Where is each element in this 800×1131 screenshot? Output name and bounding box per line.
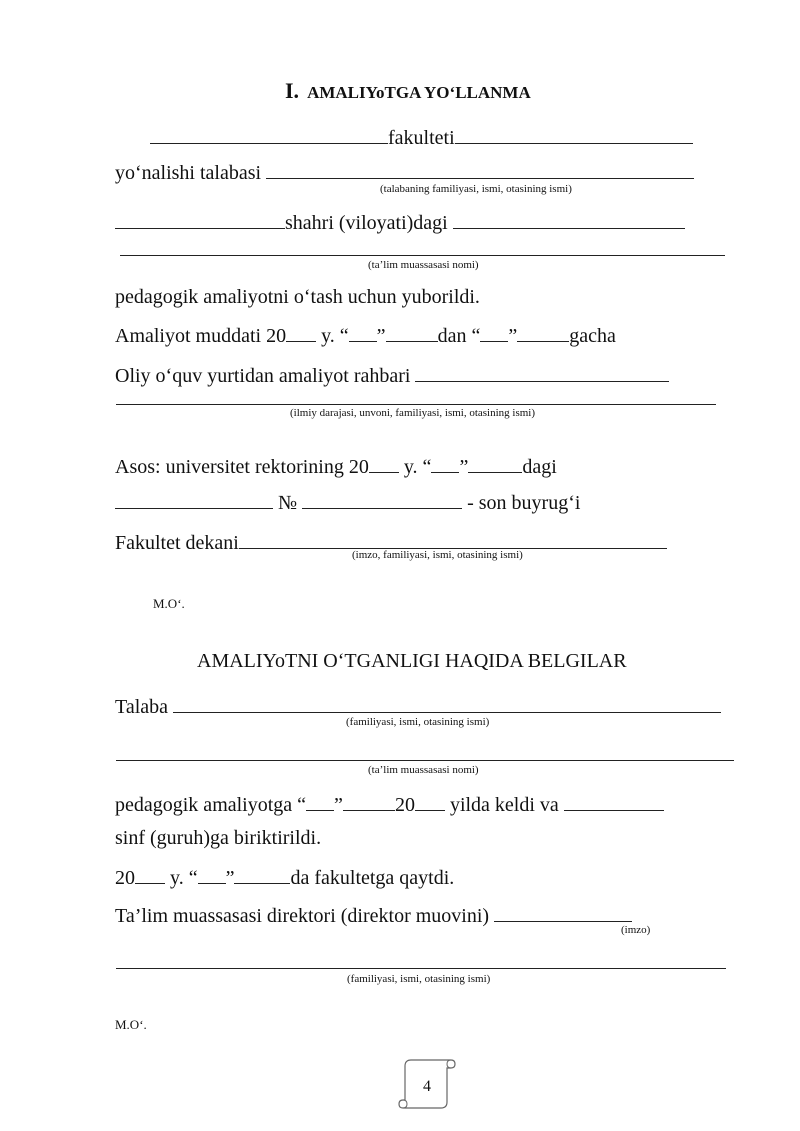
duration-end-day-blank[interactable]	[480, 322, 508, 342]
section-title-text: AMALIYoTGA YO‘LLANMA	[307, 83, 531, 102]
arrived-month-blank[interactable]	[343, 791, 395, 811]
duration-start-month-blank[interactable]	[386, 322, 438, 342]
director-signature-blank[interactable]	[494, 902, 632, 922]
supervisor-caption: (ilmiy darajasi, unvoni, familiyasi, ismi, otasining ismi)	[290, 407, 536, 419]
section-title	[285, 80, 531, 102]
arrived-line	[115, 791, 664, 815]
assigned-line: sinf (guruh)ga biriktirildi.	[115, 827, 322, 849]
duration-close-quote: ”	[376, 325, 386, 347]
order-number-blank[interactable]	[302, 489, 462, 509]
student-name-blank[interactable]	[266, 159, 694, 179]
order-suffix: - son buyrug‘i	[467, 492, 581, 514]
duration-start-day-blank[interactable]	[349, 322, 377, 342]
duration-y: y. “	[321, 325, 349, 347]
institution-caption: (ta’lim muassasasi nomi)	[368, 259, 479, 271]
director-name-line[interactable]	[116, 968, 726, 969]
returned-month-blank[interactable]	[234, 864, 290, 884]
basis-day-blank[interactable]	[431, 453, 459, 473]
arrived-prefix: pedagogik amaliyotga “	[115, 794, 307, 816]
returned-suffix: da fakultetga qaytdi.	[290, 867, 455, 889]
student2-name-blank[interactable]	[173, 693, 721, 713]
faculty-word: fakulteti	[388, 127, 455, 149]
student2-caption: (familiyasi, ismi, otasining ismi)	[346, 716, 490, 728]
supervisor-blank[interactable]	[415, 362, 669, 382]
student-caption: (talabaning familiyasi, ismi, otasining ismi)	[380, 183, 572, 195]
arrived-suffix: yilda keldi va	[449, 794, 559, 816]
duration-line	[115, 322, 616, 346]
page-number-badge	[397, 1058, 457, 1110]
page-number: 4	[423, 1078, 431, 1095]
supervisor-line	[115, 362, 669, 386]
arrived-day-blank[interactable]	[306, 791, 334, 811]
stamp-placeholder-2: M.O‘.	[115, 1017, 147, 1032]
student-label: yo‘nalishi talabasi	[115, 162, 262, 184]
arrived-year-prefix: 20	[394, 794, 415, 816]
dean-label: Fakultet dekani	[115, 532, 239, 554]
duration-close-quote-2: ”	[508, 325, 518, 347]
basis-year-blank[interactable]	[369, 453, 399, 473]
duration-year-blank[interactable]	[286, 322, 316, 342]
city-institution-blank[interactable]	[453, 209, 685, 229]
order-line	[115, 489, 580, 513]
basis-dagi: dagi	[522, 456, 557, 478]
faculty-name-blank[interactable]	[150, 124, 388, 144]
director-line	[115, 902, 632, 926]
section2-title: AMALIYoTNI O‘TGANLIGI HAQIDA BELGILAR	[197, 650, 627, 672]
dean-caption: (imzo, familiyasi, ismi, otasining ismi)	[352, 549, 523, 561]
basis-prefix: Asos: universitet rektorining 20	[115, 456, 369, 478]
section-roman-numeral: I.	[285, 78, 300, 103]
faculty-line	[150, 124, 693, 148]
director-label: Ta’lim muassasasi direktori (direktor muovini)	[115, 905, 490, 927]
returned-close-quote: ”	[225, 867, 235, 889]
city-line	[115, 209, 685, 233]
returned-line	[115, 864, 454, 888]
institution2-caption: (ta’lim muassasasi nomi)	[368, 764, 479, 776]
basis-line	[115, 453, 557, 477]
student2-label: Talaba	[115, 696, 169, 718]
city-word: shahri (viloyati)dagi	[285, 212, 448, 234]
supervisor-details-line[interactable]	[116, 404, 716, 405]
duration-dan: dan “	[437, 325, 481, 347]
returned-prefix: 20	[115, 867, 135, 889]
student2-line	[115, 693, 721, 717]
order-date-blank[interactable]	[115, 489, 273, 509]
institution2-name-line[interactable]	[116, 760, 734, 761]
sent-line: pedagogik amaliyotni o‘tash uchun yuborildi.	[115, 286, 480, 308]
dean-blank[interactable]	[239, 529, 667, 549]
returned-year-blank[interactable]	[135, 864, 165, 884]
duration-end-month-blank[interactable]	[517, 322, 569, 342]
duration-prefix: Amaliyot muddati 20	[115, 325, 287, 347]
arrived-close-quote: ”	[334, 794, 343, 816]
stamp-placeholder-1: M.O‘.	[153, 596, 185, 611]
returned-y: y. “	[170, 867, 198, 889]
faculty-blank-right[interactable]	[455, 124, 693, 144]
arrived-year-blank[interactable]	[415, 791, 445, 811]
city-blank[interactable]	[115, 209, 285, 229]
student-line	[115, 159, 694, 183]
returned-day-blank[interactable]	[198, 864, 226, 884]
basis-month-blank[interactable]	[468, 453, 522, 473]
institution-name-line[interactable]	[120, 255, 725, 256]
duration-gacha: gacha	[569, 325, 616, 347]
basis-close-quote: ”	[459, 456, 469, 478]
director-name-caption: (familiyasi, ismi, otasining ismi)	[347, 973, 491, 985]
order-number-sign: №	[278, 492, 298, 514]
arrived-class-blank[interactable]	[564, 791, 664, 811]
basis-y: y. “	[403, 456, 432, 478]
signature-caption: (imzo)	[621, 924, 651, 936]
supervisor-label: Oliy o‘quv yurtidan amaliyot rahbari	[115, 365, 411, 387]
